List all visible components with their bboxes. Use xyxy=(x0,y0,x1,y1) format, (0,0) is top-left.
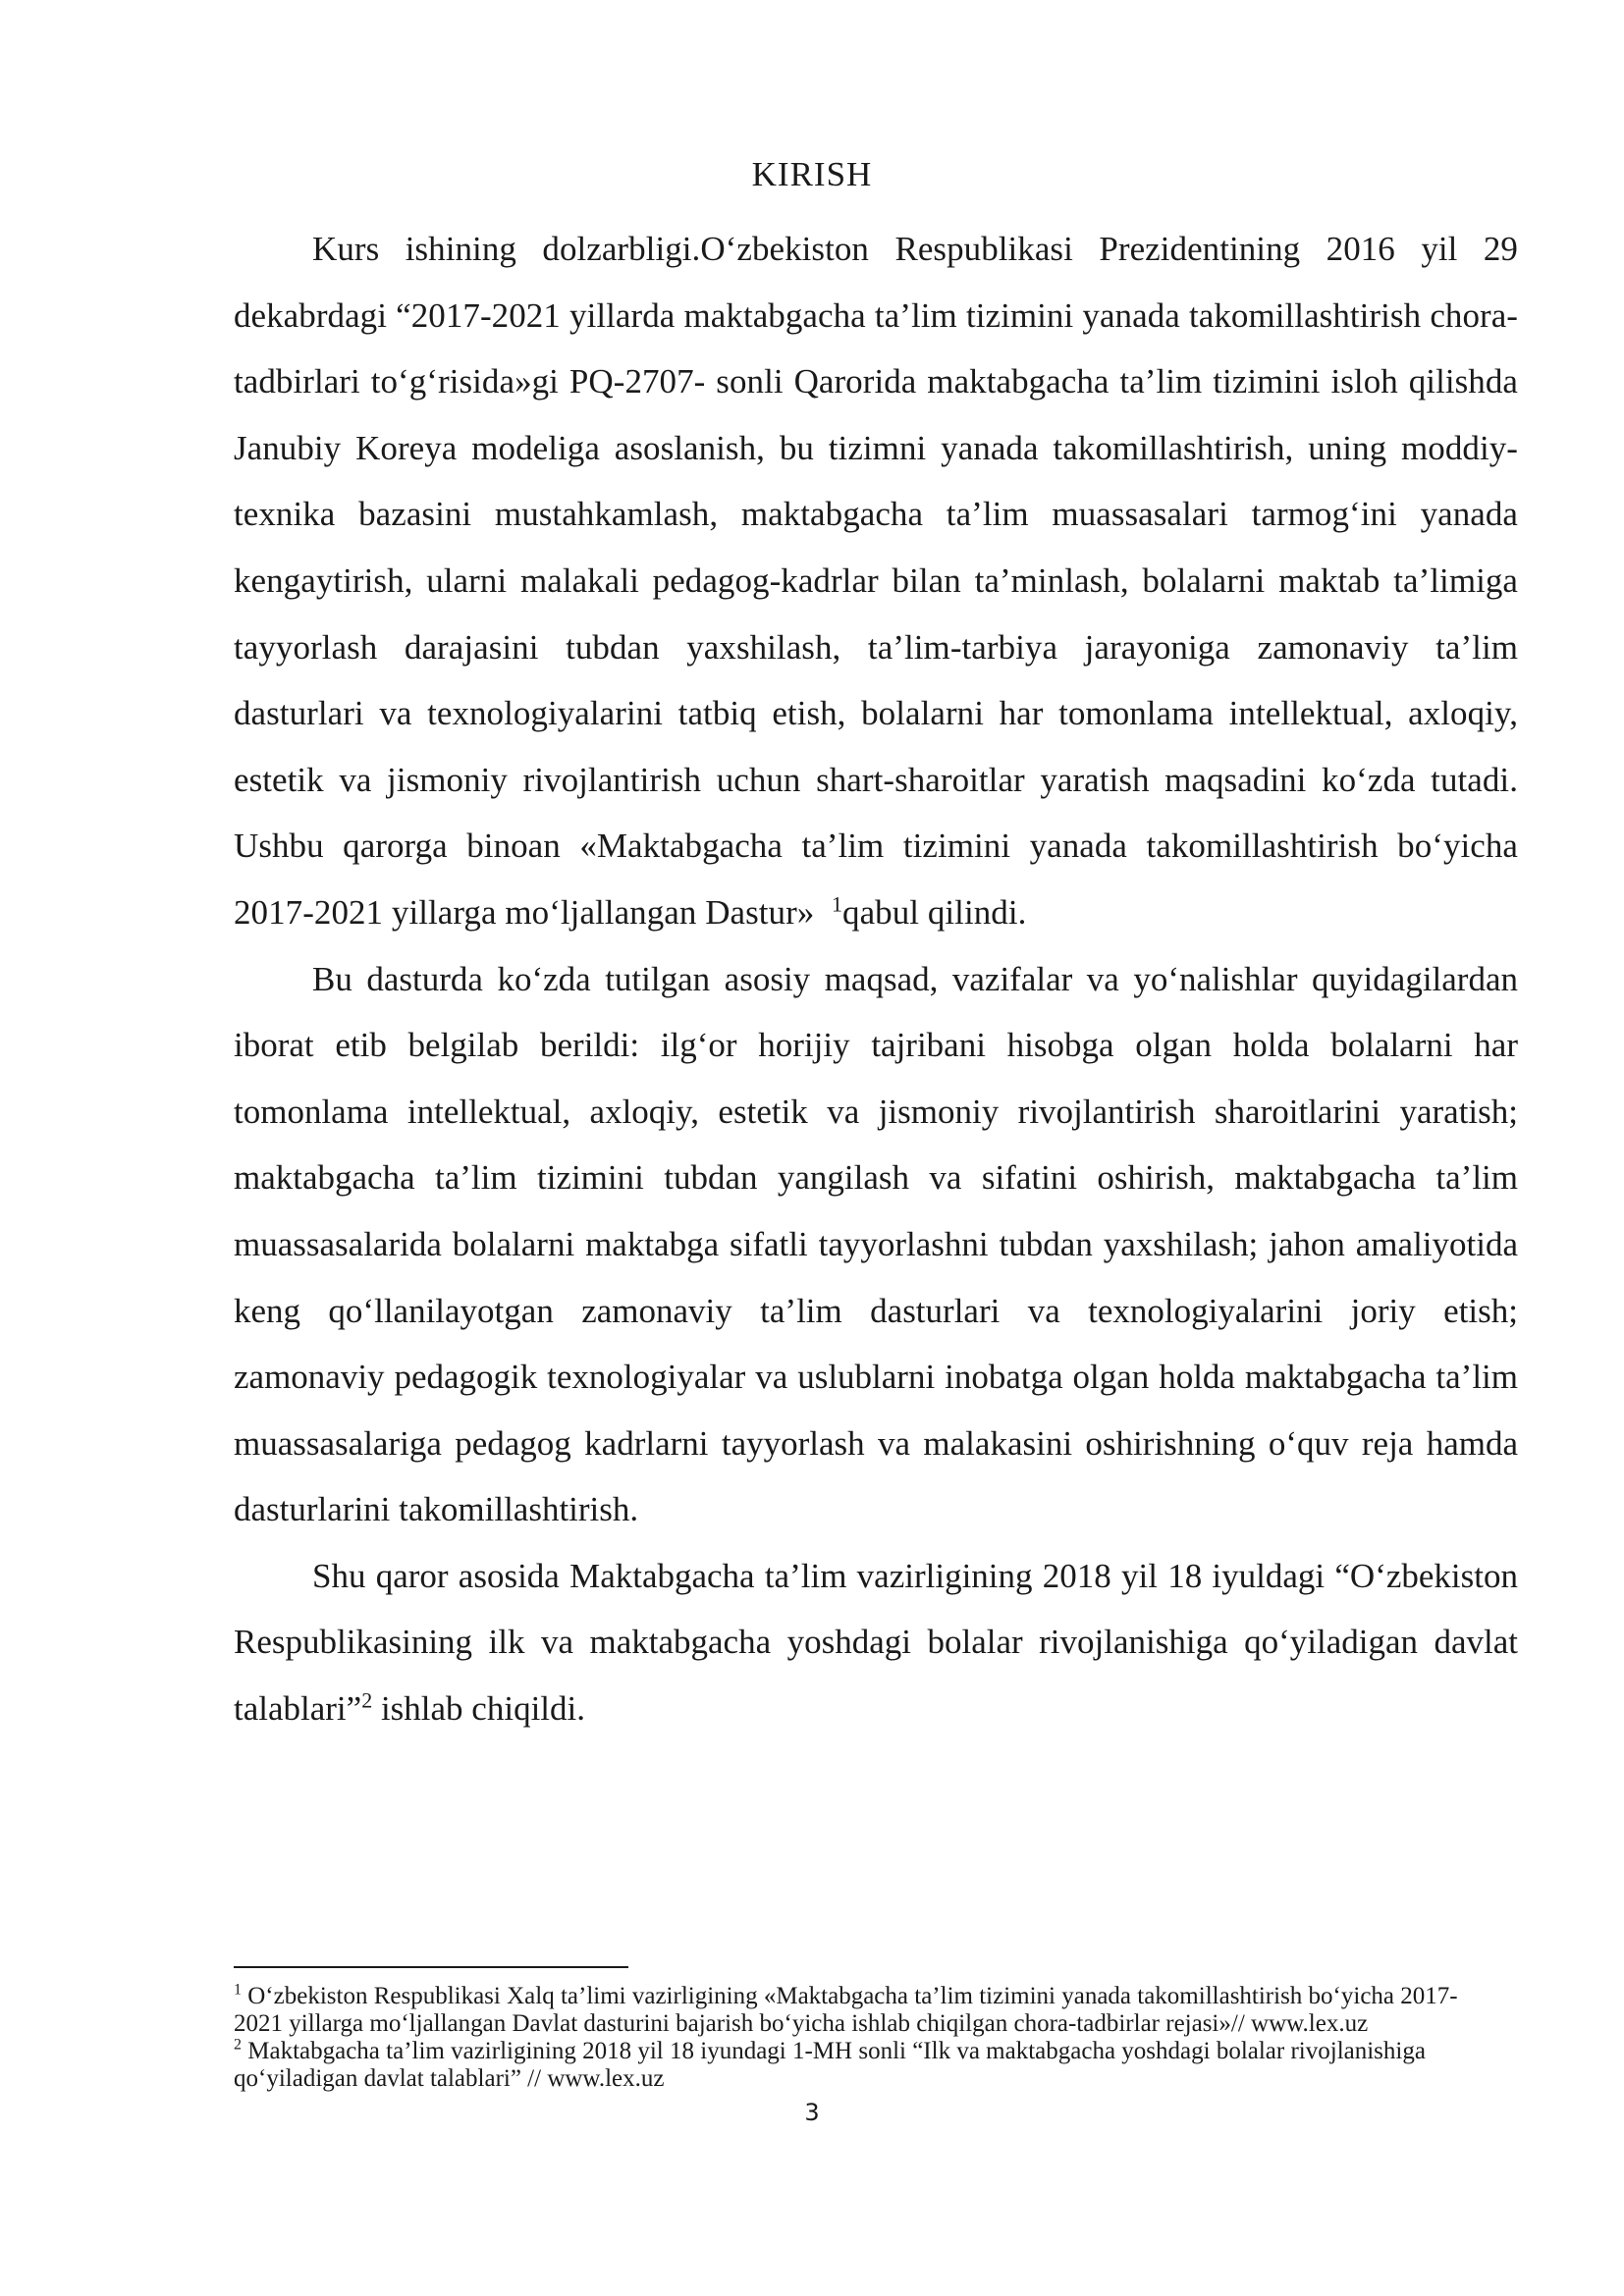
footnote-text: Maktabgacha ta’lim vazirligining 2018 yil 18 iyundagi 1-MH sonli “Ilk va maktabgacha yoshdagi bolalar rivojlanishiga qo‘yiladigan davlat talablari” // www.lex.uz xyxy=(234,2038,1426,2092)
paragraph-lead: Kurs ishining dolzarbligi. xyxy=(312,230,701,268)
paragraph-text: Shu qaror asosida Maktabgacha ta’lim vazirligining 2018 yil 18 iyuldagi “O‘zbekiston Respublikasining ilk va maktabgacha yoshdagi bolalar rivojlanishiga qo‘yiladigan davlat talablari” xyxy=(234,1556,1518,1729)
paragraph-2: Bu dasturda ko‘zda tutilgan asosiy maqsad, vazifalar va yo‘nalishlar quyidagilardan iborat etib belgilab berildi: ilg‘or horijiy tajribani hisobga olgan holda bolalarni har tomonlama intellektual, axloqiy, estetik va jismoniy rivojlantirish sharoitlarini yaratish; maktabgacha ta’lim tizimini tubdan yangilash va sifatini oshirish, maktabgacha ta’lim muassasalarida bolalarni maktabga sifatli tayyorlashni tubdan yaxshilash; jahon amaliyotida keng qo‘llanilayotgan zamonaviy ta’lim dasturlari va texnologiyalarini joriy etish; zamonaviy pedagogik texnologiyalar va uslublarni inobatga olgan holda maktabgacha ta’lim muassasalariga pedagog kadrlarni tayyorlash va malakasini oshirishning o‘quv reja hamda dasturlarini takomillashtirish. xyxy=(234,959,1518,1529)
footnote-divider xyxy=(234,1966,628,1968)
footnote-mark-2: 2 xyxy=(234,2036,242,2054)
footnote-text: O‘zbekiston Respublikasi Xalq ta’limi vazirligining «Maktabgacha ta’lim tizimini yanada takomillashtirish bo‘yicha 2017-2021 yillarga mo‘ljallangan Davlat dasturini bajarish bo‘yicha ishlab chiqilgan chora-tadbirlar rejasi»// www.lex.uz xyxy=(234,1983,1458,2037)
footnote-1 xyxy=(234,1983,1481,2038)
footnotes xyxy=(234,1983,1481,2093)
footnote-ref-1: 1 xyxy=(831,891,843,917)
paragraph-text: O‘zbekiston Respublikasi Prezidentining 2016 yil 29 dekabrdagi “2017-2021 yillarda maktabgacha ta’lim tizimini yanada takomillashtirish chora-tadbirlari to‘g‘risida»gi PQ-2707- sonli Qarorida maktabgacha ta’lim tizimini isloh qilishda Janubiy Koreya modeliga asoslanish, bu tizimni yanada takomillashtirish, uning moddiy-texnika bazasini mustahkamlash, maktabgacha ta’lim muassasalari tarmog‘ini yanada kengaytirish, ularni malakali pedagog-kadrlar bilan ta’minlash, bolalarni maktab ta’limiga tayyorlash darajasini tubdan yaxshilash, ta’lim-tarbiya jarayoniga zamonaviy ta’lim dasturlari va texnologiyalarini tatbiq etish, bolalarni har tomonlama intellektual, axloqiy, estetik va jismoniy rivojlantirish uchun shart-sharoitlar yaratish maqsadini ko‘zda tutadi. Ushbu qarorga binoan «Maktabgacha ta’lim tizimini yanada takomillashtirish bo‘yicha 2017-2021 yillarga mo‘ljallangan Dastur» xyxy=(234,230,1518,932)
footnote-2 xyxy=(234,2038,1481,2093)
page-number: 3 xyxy=(804,2099,820,2126)
section-title: KIRISH xyxy=(751,155,873,193)
footnote-mark-1: 1 xyxy=(234,1981,242,1999)
paragraph-tail: qabul qilindi. xyxy=(842,892,1027,932)
paragraph-tail: ishlab chiqildi. xyxy=(372,1689,585,1729)
paragraph-3 xyxy=(234,1543,1518,1742)
body-text xyxy=(234,216,1518,1742)
footnote-ref-2: 2 xyxy=(361,1687,373,1713)
paragraph-1 xyxy=(234,216,1518,946)
